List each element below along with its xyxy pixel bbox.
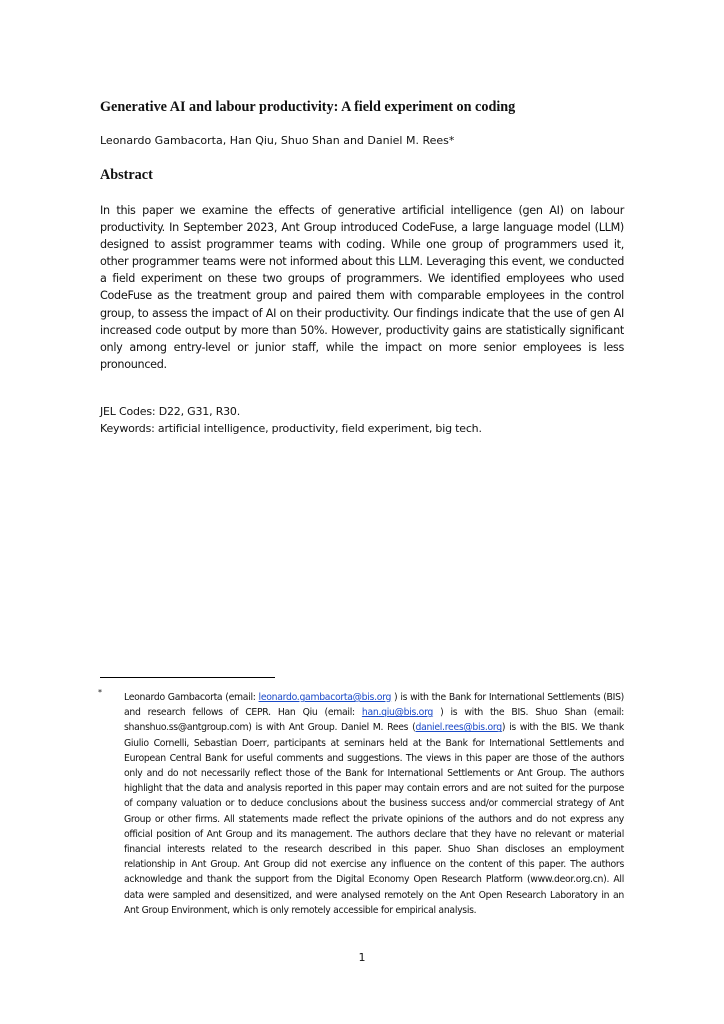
footnote-part-3: ) is with the BIS. Shuo Shan (email: shanshuo.ss@antgroup.com) is with Ant Group. Daniel M. Rees (	[124, 707, 624, 734]
author-list: Leonardo Gambacorta, Han Qiu, Shuo Shan and Daniel M. Rees*	[100, 134, 455, 147]
abstract-heading: Abstract	[100, 167, 153, 183]
footnote-part-1: Leonardo Gambacorta (email:	[124, 692, 259, 703]
page-number: 1	[358, 951, 366, 964]
jel-codes: JEL Codes: D22, G31, R30.	[100, 405, 241, 418]
footnote-text	[124, 690, 624, 918]
abstract-text: In this paper we examine the effects of generative artificial intelligence (gen AI) on labour productivity. In September 2023, Ant Group introduced CodeFuse, a large language model (LLM) designed to assist programmer teams with coding. While one group of programmers used it, other programmer teams were not informed about this LLM. Leveraging this event, we conducted a field experiment on these two groups of programmers. We identified employees who used CodeFuse as the treatment group and paired them with comparable employees in the control group, to assess the impact of AI on their productivity. Our findings indicate that the use of gen AI increased code output by more than 50%. However, productivity gains are statistically significant only among entry-level or junior staff, while the impact on more senior employees is less pronounced.	[100, 204, 624, 371]
footnote-part-2: ) is with the Bank for International Settlements (BIS) and research fellows of CEPR. Han Qiu (email:	[124, 692, 624, 719]
keywords: Keywords: artificial intelligence, productivity, field experiment, big tech.	[100, 422, 482, 435]
email-link-gambacorta[interactable]: leonardo.gambacorta@bis.org	[258, 692, 392, 703]
footnote-marker: *	[98, 688, 102, 697]
footnote-divider	[100, 677, 275, 678]
paper-title: Generative AI and labour productivity: A field experiment on coding	[100, 99, 516, 115]
email-link-rees[interactable]: daniel.rees@bis.org	[415, 722, 502, 734]
email-link-qiu[interactable]: han.qiu@bis.org	[361, 707, 434, 719]
footnote-part-4: ) is with the BIS. We thank Giulio Cornelli, Sebastian Doerr, participants at seminars held at the Bank for International Settlements and European Central Bank for useful comments and suggestions. The views in this paper are those of the authors only and do not necessarily reflect those of the Bank for International Settlements or Ant Group. The authors highlight that the data and analysis reported in this paper may contain errors and are not suited for the purpose of company valuation or to deduce conclusions about the business success and/or commercial strategy of Ant Group or other firms. All statements made reflect the private opinions of the authors and do not express any official position of Ant Group and its management. The authors declare that they have no relevant or material financial interests related to the research described in this paper. Shuo Shan discloses an employment relationship in Ant Group. Ant Group did not exercise any influence on the content of this paper. The authors acknowledge and thank the support from the Digital Economy Open Research Platform (www.deor.org.cn). All data were sampled and desensitized, and were analysed remotely on the Ant Open Research Laboratory in an Ant Group Environment, which is only remotely accessible for empirical analysis.	[124, 722, 624, 916]
